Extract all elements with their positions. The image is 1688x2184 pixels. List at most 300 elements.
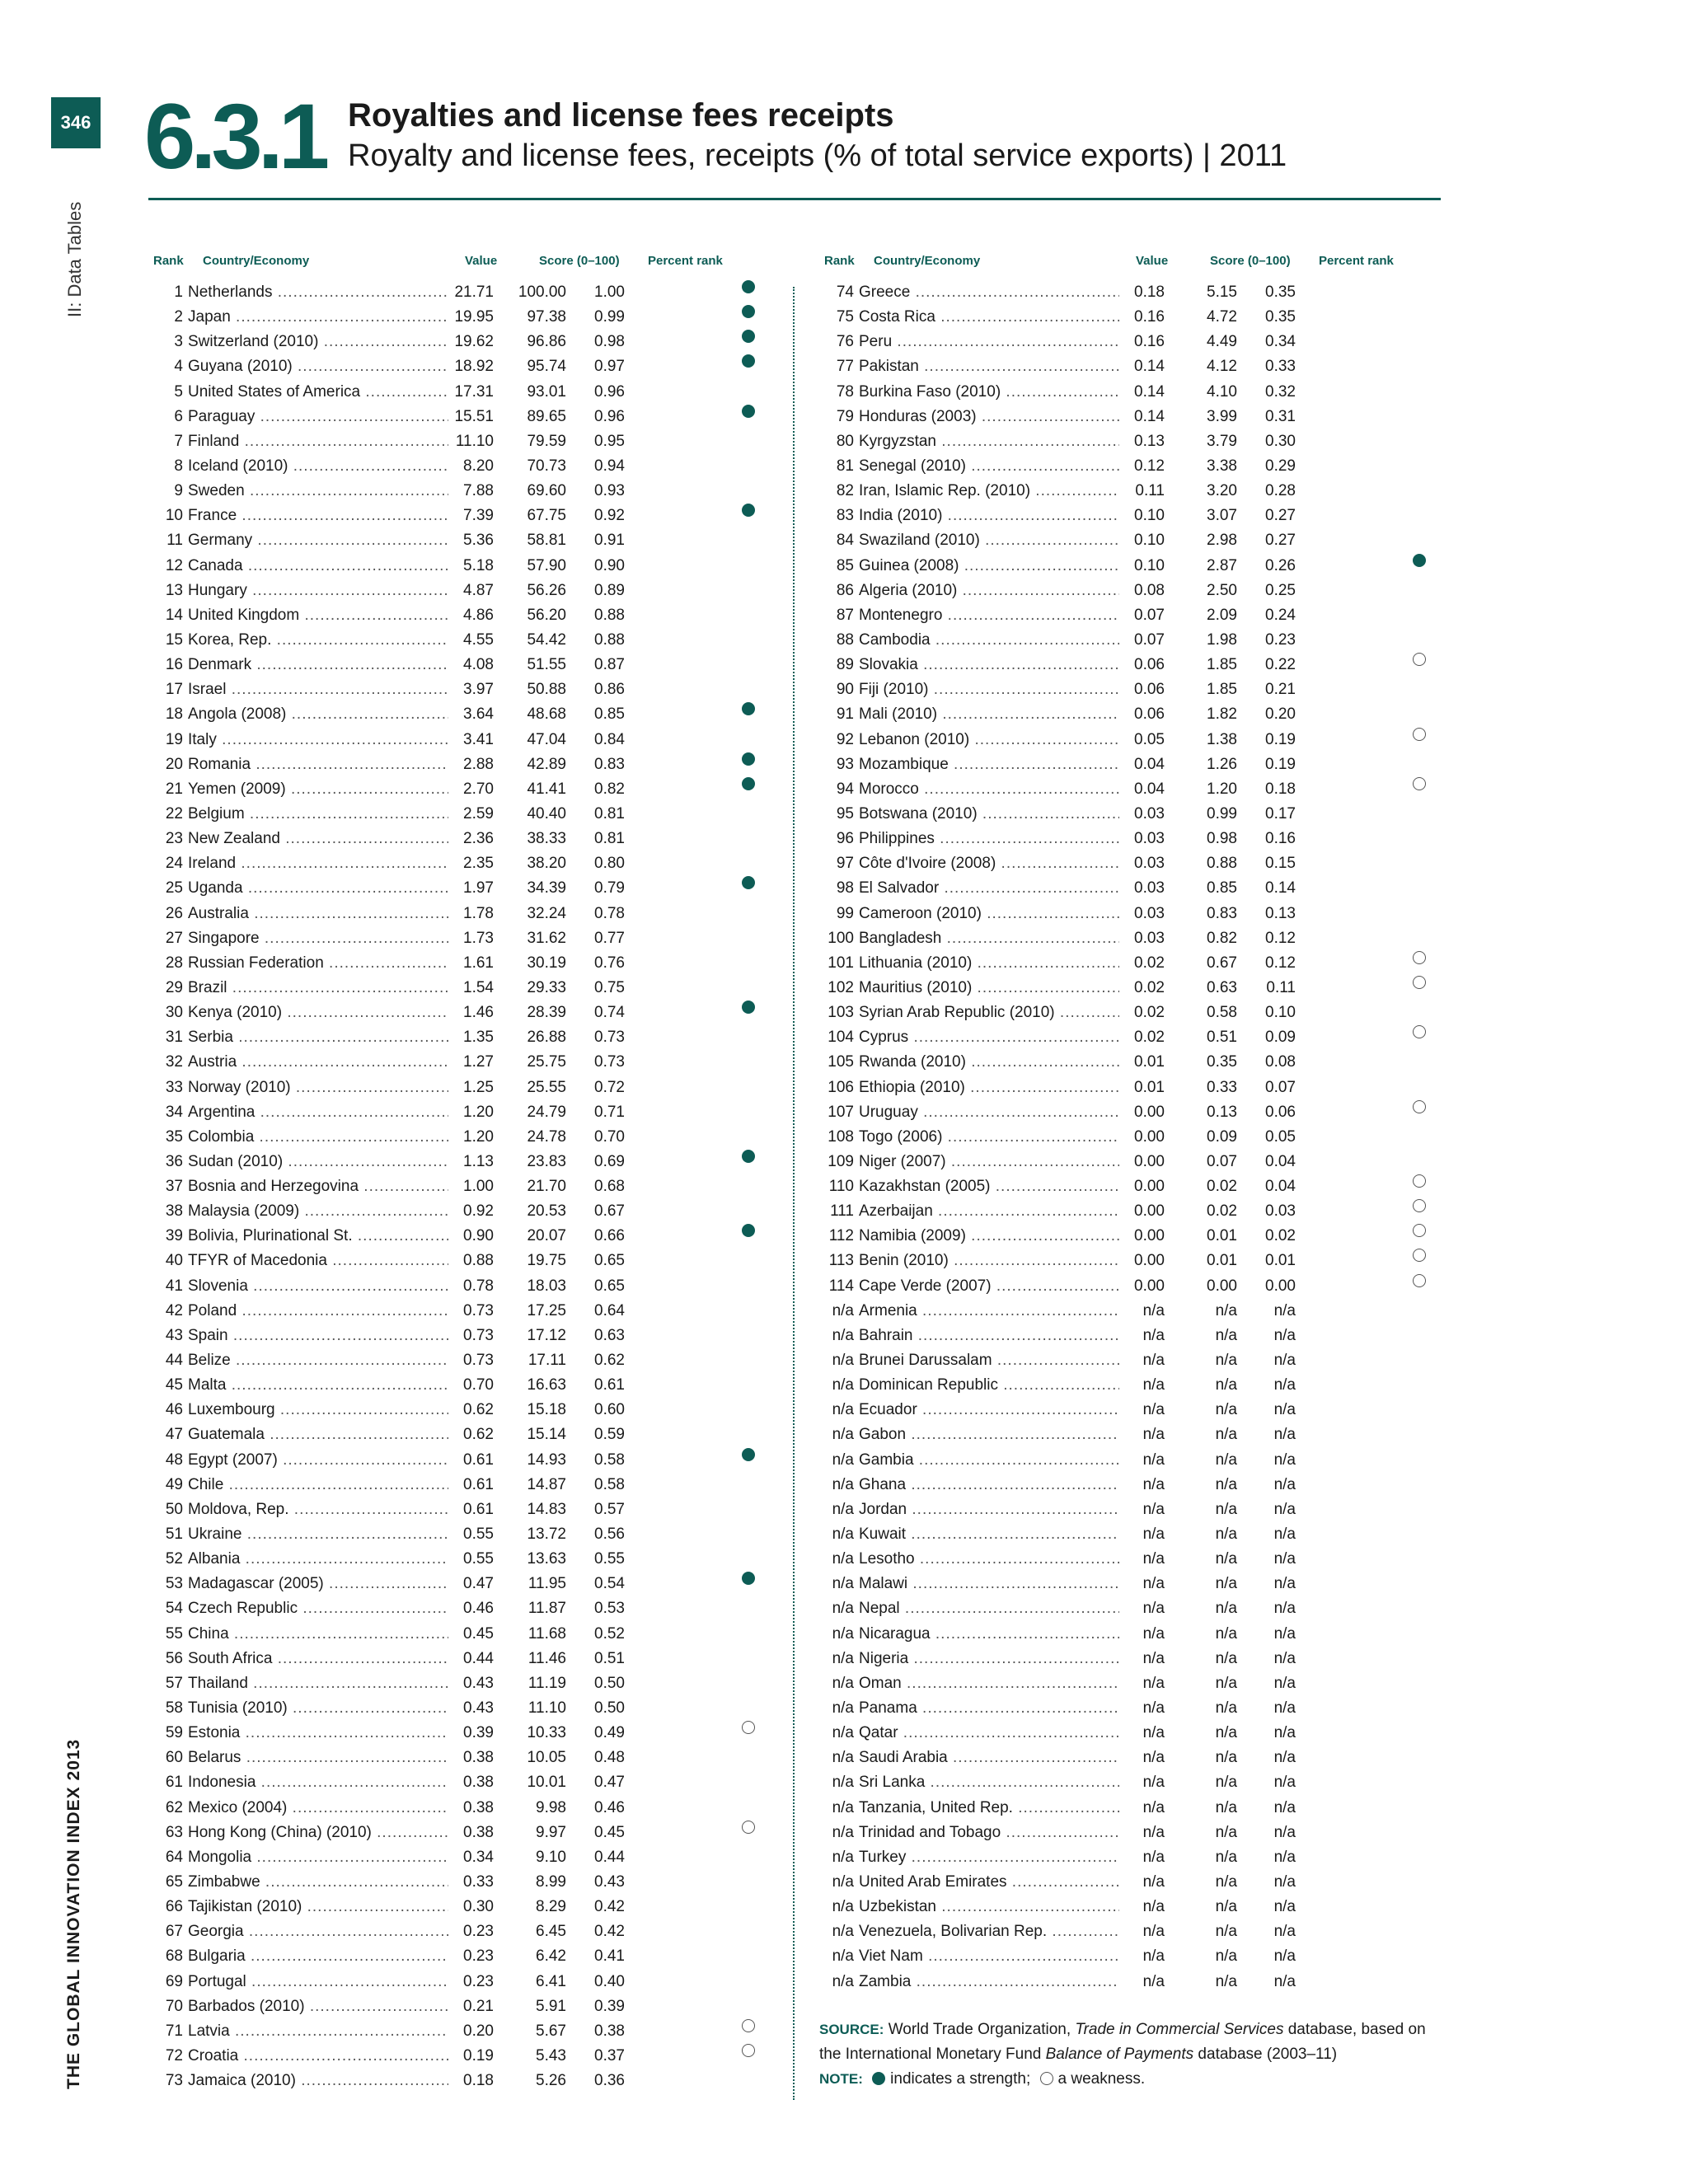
percent-rank-cell: 0.90 <box>572 554 625 579</box>
rank-cell: 109 <box>828 1152 854 1170</box>
score-cell: 0.51 <box>1167 1025 1237 1050</box>
score-cell: 3.38 <box>1167 454 1237 479</box>
source-italic-1: Trade in Commercial Services <box>1075 2021 1284 2038</box>
country-cell: Rwanda (2010) ..... <box>859 1050 1123 1075</box>
rank-cell: 78 <box>836 382 854 401</box>
score-cell: 23.83 <box>496 1150 566 1174</box>
country-cell: Armenia ..... <box>859 1299 1123 1324</box>
percent-rank-cell: n/a <box>1243 1324 1296 1348</box>
score-cell: n/a <box>1167 1845 1237 1870</box>
rank-cell: 92 <box>836 730 854 748</box>
percent-rank-cell: 0.83 <box>572 752 625 777</box>
rank-cell: n/a <box>832 1352 854 1370</box>
percent-rank-cell: 0.18 <box>1243 777 1296 802</box>
score-cell: 13.63 <box>496 1547 566 1572</box>
source-italic-2: Balance of Payments <box>1045 2046 1194 2063</box>
value-cell: 0.88 <box>448 1249 494 1273</box>
rank-cell: 46 <box>165 1401 183 1419</box>
percent-rank-cell: 0.35 <box>1243 280 1296 305</box>
value-cell: 2.35 <box>448 851 494 876</box>
country-cell: Panama ..... <box>859 1696 1123 1721</box>
score-cell: 0.33 <box>1167 1076 1237 1100</box>
rank-cell: 15 <box>165 630 183 649</box>
value-cell: 0.07 <box>1119 628 1165 653</box>
rank-cell: n/a <box>832 1550 854 1568</box>
rank-cell: 18 <box>165 705 183 724</box>
country-cell: Chile ..... <box>188 1473 452 1497</box>
note-label: NOTE: <box>819 2071 863 2087</box>
country-cell: Jamaica (2010) ..... <box>188 2069 452 2093</box>
score-cell: 11.95 <box>496 1572 566 1596</box>
percent-rank-cell: 0.13 <box>1243 902 1296 926</box>
rank-cell: 58 <box>165 1699 183 1718</box>
value-cell: 0.10 <box>1119 504 1165 528</box>
source-text-1: World Trade Organization, <box>888 2021 1076 2038</box>
percent-rank-cell: 0.39 <box>572 1994 625 2019</box>
score-cell: 25.55 <box>496 1076 566 1100</box>
percent-rank-cell: 0.09 <box>1243 1025 1296 1050</box>
rank-cell: 63 <box>165 1823 183 1841</box>
percent-rank-cell: n/a <box>1243 1671 1296 1696</box>
score-cell: 0.09 <box>1167 1125 1237 1150</box>
rank-cell: 4 <box>174 358 183 376</box>
score-cell: 9.97 <box>496 1821 566 1845</box>
percent-rank-cell: 0.77 <box>572 926 625 951</box>
score-cell: 5.91 <box>496 1994 566 2019</box>
value-cell: 0.18 <box>448 2069 494 2093</box>
value-cell: 0.03 <box>1119 827 1165 851</box>
score-cell: 17.11 <box>496 1348 566 1373</box>
rank-cell: 94 <box>836 780 854 798</box>
value-cell: 0.55 <box>448 1547 494 1572</box>
percent-rank-cell: 0.57 <box>572 1497 625 1522</box>
percent-rank-cell: 0.58 <box>572 1473 625 1497</box>
score-cell: n/a <box>1167 1647 1237 1671</box>
country-cell: Burkina Faso (2010) ..... <box>859 380 1123 405</box>
value-cell: 0.73 <box>448 1299 494 1324</box>
weakness-marker-icon <box>1413 1274 1426 1287</box>
country-cell: United States of America ..... <box>188 380 452 405</box>
country-cell: Guatemala ..... <box>188 1422 452 1447</box>
score-cell: 1.85 <box>1167 653 1237 677</box>
value-cell: 0.44 <box>448 1647 494 1671</box>
percent-rank-cell: 0.64 <box>572 1299 625 1324</box>
score-cell: n/a <box>1167 1398 1237 1422</box>
country-cell: Senegal (2010) ..... <box>859 454 1123 479</box>
percent-rank-cell: 0.95 <box>572 429 625 454</box>
value-cell: 0.00 <box>1119 1249 1165 1273</box>
score-cell: 0.82 <box>1167 926 1237 951</box>
percent-rank-cell: 0.54 <box>572 1572 625 1596</box>
score-cell: 0.00 <box>1167 1274 1237 1299</box>
country-cell: Ghana ..... <box>859 1473 1123 1497</box>
value-cell: 0.34 <box>448 1845 494 1870</box>
score-cell: 100.00 <box>496 280 566 305</box>
rank-cell: 48 <box>165 1451 183 1469</box>
country-cell: Sri Lanka ..... <box>859 1770 1123 1795</box>
percent-rank-cell: 0.72 <box>572 1076 625 1100</box>
score-cell: 34.39 <box>496 876 566 901</box>
rank-cell: 7 <box>174 432 183 450</box>
percent-rank-cell: n/a <box>1243 1299 1296 1324</box>
rank-cell: 22 <box>165 804 183 823</box>
value-cell: 1.35 <box>448 1025 494 1050</box>
percent-rank-cell: 0.02 <box>1243 1224 1296 1249</box>
rank-cell: n/a <box>832 1624 854 1643</box>
percent-rank-cell: 0.84 <box>572 728 625 752</box>
strength-marker-icon <box>1413 554 1426 567</box>
country-cell: Argentina ..... <box>188 1100 452 1125</box>
value-cell: 19.62 <box>448 330 494 354</box>
percent-rank-cell: 0.25 <box>1243 579 1296 603</box>
country-cell: Georgia ..... <box>188 1919 452 1944</box>
country-cell: Lesotho ..... <box>859 1547 1123 1572</box>
value-cell: 1.00 <box>448 1174 494 1199</box>
strength-marker-icon <box>742 280 755 293</box>
value-cell: n/a <box>1119 1647 1165 1671</box>
value-cell: 0.14 <box>1119 380 1165 405</box>
country-cell: Kyrgyzstan ..... <box>859 429 1123 454</box>
percent-rank-cell: n/a <box>1243 1547 1296 1572</box>
rank-cell: 99 <box>836 904 854 922</box>
score-cell: n/a <box>1167 1721 1237 1746</box>
rank-cell: 104 <box>828 1029 854 1047</box>
country-cell: Qatar ..... <box>859 1721 1123 1746</box>
percent-rank-cell: 0.58 <box>572 1448 625 1473</box>
value-cell: n/a <box>1119 1473 1165 1497</box>
score-cell: n/a <box>1167 1895 1237 1919</box>
value-cell: 0.00 <box>1119 1100 1165 1125</box>
country-cell: South Africa ..... <box>188 1647 452 1671</box>
country-cell: Kuwait ..... <box>859 1522 1123 1547</box>
score-cell: 14.87 <box>496 1473 566 1497</box>
rank-cell: 100 <box>828 929 854 947</box>
score-cell: 17.25 <box>496 1299 566 1324</box>
score-cell: 11.46 <box>496 1647 566 1671</box>
percent-rank-cell: 0.01 <box>1243 1249 1296 1273</box>
country-cell: Netherlands ..... <box>188 280 452 305</box>
country-cell: Mauritius (2010) ..... <box>859 976 1123 1001</box>
percent-rank-cell: 0.10 <box>1243 1001 1296 1025</box>
rank-cell: 88 <box>836 630 854 649</box>
score-cell: 24.78 <box>496 1125 566 1150</box>
percent-rank-cell: 0.21 <box>1243 677 1296 702</box>
score-cell: 8.29 <box>496 1895 566 1919</box>
page-title: Royalties and license fees receipts <box>348 97 894 134</box>
rank-cell: n/a <box>832 1475 854 1493</box>
country-cell: Venezuela, Bolivarian Rep. ..... <box>859 1919 1123 1944</box>
rank-cell: 30 <box>165 1004 183 1022</box>
country-cell: Poland ..... <box>188 1299 452 1324</box>
country-cell: Sudan (2010) ..... <box>188 1150 452 1174</box>
score-cell: 4.72 <box>1167 305 1237 330</box>
value-cell: n/a <box>1119 1845 1165 1870</box>
note-weakness: a weakness. <box>1057 2070 1146 2088</box>
country-cell: Bulgaria ..... <box>188 1944 452 1969</box>
country-cell: Russian Federation ..... <box>188 951 452 976</box>
weakness-marker-icon <box>1413 728 1426 741</box>
rank-cell: 42 <box>165 1301 183 1319</box>
country-cell: Tunisia (2010) ..... <box>188 1696 452 1721</box>
value-cell: 0.62 <box>448 1422 494 1447</box>
rank-cell: 29 <box>165 978 183 996</box>
score-cell: n/a <box>1167 1919 1237 1944</box>
value-cell: 1.78 <box>448 902 494 926</box>
value-cell: n/a <box>1119 1448 1165 1473</box>
weakness-marker-icon <box>742 1821 755 1834</box>
country-cell: Belarus ..... <box>188 1746 452 1770</box>
score-cell: 1.20 <box>1167 777 1237 802</box>
weakness-marker-icon <box>1040 2072 1053 2085</box>
percent-rank-cell: 0.16 <box>1243 827 1296 851</box>
score-cell: 1.82 <box>1167 702 1237 727</box>
score-cell: n/a <box>1167 1473 1237 1497</box>
percent-rank-cell: 0.48 <box>572 1746 625 1770</box>
country-cell: Turkey ..... <box>859 1845 1123 1870</box>
value-cell: n/a <box>1119 1324 1165 1348</box>
rank-cell: 81 <box>836 457 854 475</box>
score-cell: 97.38 <box>496 305 566 330</box>
percent-rank-cell: 0.49 <box>572 1721 625 1746</box>
score-cell: 6.45 <box>496 1919 566 1944</box>
value-cell: 5.18 <box>448 554 494 579</box>
country-cell: Oman ..... <box>859 1671 1123 1696</box>
country-cell: Cameroon (2010) ..... <box>859 902 1123 926</box>
country-cell: Malaysia (2009) ..... <box>188 1199 452 1224</box>
percent-rank-cell: 0.97 <box>572 354 625 379</box>
header-country: Country/Economy <box>874 254 981 268</box>
country-cell: Belize ..... <box>188 1348 452 1373</box>
rank-cell: 93 <box>836 755 854 773</box>
rank-cell: 62 <box>165 1798 183 1816</box>
country-cell: Singapore ..... <box>188 926 452 951</box>
score-cell: 1.38 <box>1167 728 1237 752</box>
rank-cell: 13 <box>165 581 183 599</box>
country-cell: Ukraine ..... <box>188 1522 452 1547</box>
value-cell: 0.00 <box>1119 1224 1165 1249</box>
score-cell: 0.01 <box>1167 1224 1237 1249</box>
score-cell: 4.10 <box>1167 380 1237 405</box>
country-cell: Italy ..... <box>188 728 452 752</box>
percent-rank-cell: 0.24 <box>1243 603 1296 628</box>
percent-rank-cell: 0.88 <box>572 628 625 653</box>
rank-cell: 44 <box>165 1352 183 1370</box>
score-cell: 14.83 <box>496 1497 566 1522</box>
rank-cell: n/a <box>832 1898 854 1916</box>
rank-cell: 31 <box>165 1029 183 1047</box>
rank-cell: 110 <box>828 1178 854 1196</box>
country-cell: Bangladesh ..... <box>859 926 1123 951</box>
percent-rank-cell: n/a <box>1243 1746 1296 1770</box>
strength-marker-icon <box>742 1572 755 1585</box>
header-rank: Rank <box>153 254 184 268</box>
percent-rank-cell: 0.03 <box>1243 1199 1296 1224</box>
country-cell: Uruguay ..... <box>859 1100 1123 1125</box>
score-cell: 20.53 <box>496 1199 566 1224</box>
value-cell: 1.46 <box>448 1001 494 1025</box>
weakness-marker-icon <box>1413 1199 1426 1212</box>
percent-rank-cell: 0.61 <box>572 1373 625 1398</box>
percent-rank-cell: 0.38 <box>572 2019 625 2044</box>
country-cell: Hungary ..... <box>188 579 452 603</box>
score-cell: 29.33 <box>496 976 566 1001</box>
rank-cell: n/a <box>832 1674 854 1692</box>
value-cell: 0.00 <box>1119 1199 1165 1224</box>
value-cell: 19.95 <box>448 305 494 330</box>
score-cell: n/a <box>1167 1299 1237 1324</box>
value-cell: n/a <box>1119 1821 1165 1845</box>
rank-cell: 59 <box>165 1724 183 1742</box>
score-cell: 54.42 <box>496 628 566 653</box>
percent-rank-cell: 0.76 <box>572 951 625 976</box>
country-cell: China ..... <box>188 1622 452 1647</box>
score-cell: n/a <box>1167 1422 1237 1447</box>
value-cell: 0.04 <box>1119 752 1165 777</box>
country-cell: Malawi ..... <box>859 1572 1123 1596</box>
score-cell: 2.98 <box>1167 528 1237 553</box>
value-cell: n/a <box>1119 1746 1165 1770</box>
country-cell: United Arab Emirates ..... <box>859 1870 1123 1895</box>
percent-rank-cell: 0.45 <box>572 1821 625 1845</box>
value-cell: 0.55 <box>448 1522 494 1547</box>
country-cell: Australia ..... <box>188 902 452 926</box>
score-cell: 15.18 <box>496 1398 566 1422</box>
country-cell: Norway (2010) ..... <box>188 1076 452 1100</box>
header-percent-rank: Percent rank <box>1319 254 1394 268</box>
value-cell: 0.38 <box>448 1821 494 1845</box>
rank-cell: n/a <box>832 1451 854 1469</box>
value-cell: 4.87 <box>448 579 494 603</box>
value-cell: 0.07 <box>1119 603 1165 628</box>
score-cell: 11.87 <box>496 1596 566 1621</box>
score-cell: n/a <box>1167 1622 1237 1647</box>
percent-rank-cell: n/a <box>1243 1845 1296 1870</box>
value-cell: 1.20 <box>448 1100 494 1125</box>
country-cell: Swaziland (2010) ..... <box>859 528 1123 553</box>
rank-cell: 50 <box>165 1500 183 1518</box>
percent-rank-cell: 0.89 <box>572 579 625 603</box>
rank-cell: n/a <box>832 1699 854 1718</box>
percent-rank-cell: 0.34 <box>1243 330 1296 354</box>
rank-cell: 64 <box>165 1848 183 1866</box>
percent-rank-cell: 0.62 <box>572 1348 625 1373</box>
value-cell: 0.02 <box>1119 1001 1165 1025</box>
header-country: Country/Economy <box>203 254 310 268</box>
percent-rank-cell: 0.68 <box>572 1174 625 1199</box>
percent-rank-cell: 0.08 <box>1243 1050 1296 1075</box>
weakness-marker-icon <box>1413 1249 1426 1262</box>
score-cell: 2.50 <box>1167 579 1237 603</box>
value-cell: 0.73 <box>448 1324 494 1348</box>
percent-rank-cell: 0.44 <box>572 1845 625 1870</box>
country-cell: Barbados (2010) ..... <box>188 1994 452 2019</box>
rank-cell: 37 <box>165 1178 183 1196</box>
country-cell: Guyana (2010) ..... <box>188 354 452 379</box>
percent-rank-cell: 0.53 <box>572 1596 625 1621</box>
country-cell: India (2010) ..... <box>859 504 1123 528</box>
country-cell: Zimbabwe ..... <box>188 1870 452 1895</box>
country-cell: Zambia ..... <box>859 1970 1123 1994</box>
rank-cell: 23 <box>165 830 183 848</box>
rank-cell: 66 <box>165 1898 183 1916</box>
percent-rank-cell: n/a <box>1243 1373 1296 1398</box>
weakness-marker-icon <box>1413 951 1426 964</box>
score-cell: 0.88 <box>1167 851 1237 876</box>
value-cell: n/a <box>1119 1572 1165 1596</box>
rank-cell: 75 <box>836 308 854 326</box>
country-cell: Bosnia and Herzegovina ..... <box>188 1174 452 1199</box>
country-cell: Nepal ..... <box>859 1596 1123 1621</box>
weakness-marker-icon <box>1413 976 1426 989</box>
weakness-marker-icon <box>1413 1025 1426 1038</box>
percent-rank-cell: n/a <box>1243 1596 1296 1621</box>
rank-cell: 85 <box>836 556 854 574</box>
weakness-marker-icon <box>1413 1100 1426 1113</box>
value-cell: n/a <box>1119 1944 1165 1969</box>
country-cell: Luxembourg ..... <box>188 1398 452 1422</box>
score-cell: 0.58 <box>1167 1001 1237 1025</box>
value-cell: n/a <box>1119 1522 1165 1547</box>
score-cell: 15.14 <box>496 1422 566 1447</box>
score-cell: 38.20 <box>496 851 566 876</box>
score-cell: n/a <box>1167 1596 1237 1621</box>
score-cell: 70.73 <box>496 454 566 479</box>
score-cell: 96.86 <box>496 330 566 354</box>
percent-rank-cell: 0.32 <box>1243 380 1296 405</box>
rank-cell: 33 <box>165 1078 183 1096</box>
value-cell: 0.23 <box>448 1970 494 1994</box>
strength-marker-icon <box>742 1150 755 1163</box>
header-value: Value <box>1136 254 1169 268</box>
value-cell: 0.03 <box>1119 802 1165 827</box>
country-cell: France ..... <box>188 504 452 528</box>
country-cell: Estonia ..... <box>188 1721 452 1746</box>
score-cell: 47.04 <box>496 728 566 752</box>
percent-rank-cell: n/a <box>1243 1497 1296 1522</box>
value-cell: 0.00 <box>1119 1150 1165 1174</box>
percent-rank-cell: 0.19 <box>1243 728 1296 752</box>
rank-cell: 12 <box>165 556 183 574</box>
percent-rank-cell: n/a <box>1243 1348 1296 1373</box>
rank-cell: 77 <box>836 358 854 376</box>
country-cell: Lithuania (2010) ..... <box>859 951 1123 976</box>
percent-rank-cell: 0.06 <box>1243 1100 1296 1125</box>
value-cell: 21.71 <box>448 280 494 305</box>
value-cell: n/a <box>1119 1497 1165 1522</box>
score-cell: 13.72 <box>496 1522 566 1547</box>
percent-rank-cell: 0.81 <box>572 827 625 851</box>
score-cell: 3.99 <box>1167 405 1237 429</box>
percent-rank-cell: 0.31 <box>1243 405 1296 429</box>
header-score: Score (0–100) <box>539 254 620 268</box>
percent-rank-cell: 0.52 <box>572 1622 625 1647</box>
value-cell: 3.97 <box>448 677 494 702</box>
score-cell: 0.98 <box>1167 827 1237 851</box>
country-cell: Croatia ..... <box>188 2044 452 2069</box>
value-cell: 0.11 <box>1119 479 1165 504</box>
rank-cell: n/a <box>832 1376 854 1394</box>
rank-cell: n/a <box>832 1873 854 1891</box>
country-cell: Korea, Rep. ..... <box>188 628 452 653</box>
score-cell: 0.13 <box>1167 1100 1237 1125</box>
score-cell: 4.49 <box>1167 330 1237 354</box>
rank-cell: 26 <box>165 904 183 922</box>
rank-cell: 69 <box>165 1972 183 1990</box>
value-cell: n/a <box>1119 1895 1165 1919</box>
score-cell: 51.55 <box>496 653 566 677</box>
percent-rank-cell: 0.43 <box>572 1870 625 1895</box>
value-cell: 17.31 <box>448 380 494 405</box>
